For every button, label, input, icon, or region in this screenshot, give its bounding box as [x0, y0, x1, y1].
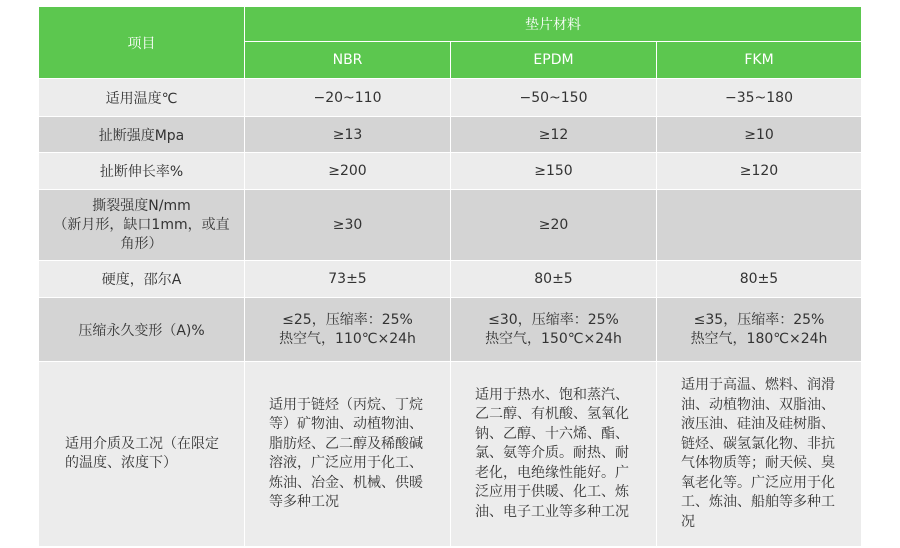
cell-line: 工、炼油、船舶等多种工 — [681, 494, 835, 510]
cell-epdm: ≥12 — [451, 117, 657, 153]
row-label: 扯断伸长率% — [39, 153, 245, 190]
row-label: 扯断强度Mpa — [39, 117, 245, 153]
cell-line: 泛应用于供暖、化工、炼 — [475, 484, 629, 501]
cell-line: 等）矿物油、动植物油、 — [269, 416, 423, 432]
cell-line: 液压油、硅油及硅树脂、 — [681, 416, 835, 432]
cell-line: 氯、氨等介质。耐热、耐 — [475, 445, 629, 462]
cell-line: 气体物质等；耐天候、臭 — [681, 455, 835, 471]
header-fkm: FKM — [657, 42, 862, 79]
cell-line: 脂肪烃、乙二醇及稀酸碱 — [269, 435, 423, 452]
cell-line: ≤35，压缩率：25% — [693, 311, 825, 328]
cell-fkm: ≥120 — [657, 153, 862, 190]
cell-nbr: 73±5 — [245, 261, 451, 298]
table-row-tensile-strength — [39, 117, 862, 153]
label-line: 适用介质及工况（在限定 — [65, 436, 219, 452]
cell-line: 链烃、碳氢氯化物、非抗 — [681, 435, 835, 452]
cell-line: 老化，电绝缘性能好。广 — [475, 464, 629, 481]
cell-line: 氧老化等。广泛应用于化 — [681, 474, 835, 491]
cell-line: 热空气，180℃×24h — [690, 330, 828, 347]
header-nbr: NBR — [245, 42, 451, 79]
cell-epdm — [451, 362, 657, 547]
cell-epdm: −50~150 — [451, 79, 657, 117]
row-label: 硬度，邵尔A — [39, 261, 245, 298]
cell-line: 适用于链烃（丙烷、丁烷 — [269, 396, 423, 413]
cell-epdm: ≥20 — [451, 190, 657, 261]
cell-fkm: ≥10 — [657, 117, 862, 153]
cell-line: 钠、乙醇、十六烯、酯、 — [475, 425, 629, 442]
cell-nbr — [245, 298, 451, 362]
header-gasket-material: 垫片材料 — [245, 7, 862, 42]
header-item: 项目 — [39, 7, 245, 79]
table-row-applicable-media — [39, 362, 862, 547]
gasket-material-table — [38, 6, 862, 547]
table-row-hardness — [39, 261, 862, 298]
label-line: 的温度、浓度下） — [65, 455, 177, 471]
cell-line: 况 — [681, 513, 695, 530]
table-row-elongation — [39, 153, 862, 190]
cell-line: 油、动植物油、双脂油、 — [681, 396, 835, 413]
label-line: （新月形，缺口1mm，或直 — [53, 216, 230, 233]
cell-line: ≤30，压缩率：25% — [488, 311, 619, 328]
cell-line: 适用于热水、饱和蒸汽、 — [475, 386, 629, 403]
cell-fkm: −35~180 — [657, 79, 862, 117]
cell-fkm: 80±5 — [657, 261, 862, 298]
row-label: 适用温度℃ — [39, 79, 245, 117]
cell-line: 热空气，110℃×24h — [279, 330, 416, 347]
cell-line: 等多种工况 — [269, 494, 339, 510]
row-label: 压缩永久变形（A)% — [39, 298, 245, 362]
cell-nbr: ≥13 — [245, 117, 451, 153]
cell-line: 热空气，150℃×24h — [485, 330, 622, 347]
cell-line: 溶液，广泛应用于化工、 — [269, 455, 423, 471]
cell-line: ≤25，压缩率：25% — [282, 311, 413, 328]
table-row-compression-set — [39, 298, 862, 362]
cell-nbr: ≥30 — [245, 190, 451, 261]
cell-epdm: 80±5 — [451, 261, 657, 298]
cell-line: 乙二醇、有机酸、氢氧化 — [475, 406, 629, 423]
label-line: 角形） — [120, 235, 163, 252]
table-row-tear-strength — [39, 190, 862, 261]
cell-epdm — [451, 298, 657, 362]
cell-nbr: ≥200 — [245, 153, 451, 190]
cell-epdm: ≥150 — [451, 153, 657, 190]
row-label — [39, 362, 245, 547]
cell-line: 适用于高温、燃料、润滑 — [681, 377, 835, 393]
label-line: 撕裂强度N/mm — [92, 197, 191, 214]
cell-fkm — [657, 362, 862, 547]
cell-fkm — [657, 298, 862, 362]
table-row-temperature — [39, 79, 862, 117]
cell-fkm — [657, 190, 862, 261]
cell-line: 油、电子工业等多种工况 — [475, 503, 629, 520]
cell-line: 炼油、冶金、机械、供暖 — [269, 474, 423, 491]
row-label — [39, 190, 245, 261]
cell-nbr: −20~110 — [245, 79, 451, 117]
header-epdm: EPDM — [451, 42, 657, 79]
cell-nbr — [245, 362, 451, 547]
